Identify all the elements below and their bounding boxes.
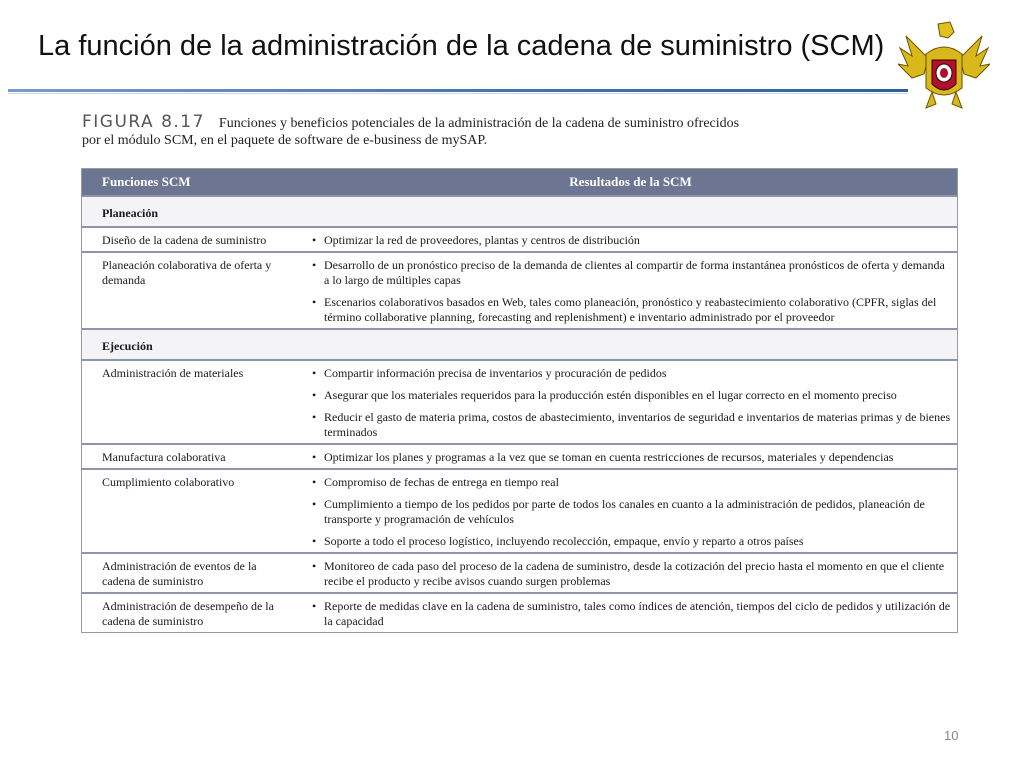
header-results: Resultados de la SCM bbox=[292, 169, 958, 197]
result-item: Compromiso de fechas de entrega en tiempo real bbox=[324, 475, 559, 489]
figure-caption bbox=[82, 114, 962, 149]
results-cell: • Reporte de medidas clave en la cadena de suministro, tales como índices de atención, tiempos del ciclo de pedidos y utilización de la capacidad bbox=[292, 593, 958, 633]
result-item: Reducir el gasto de materia prima, costos de abastecimiento, inventarios de seguridad e inventarios de materias primas y de bienes terminados bbox=[324, 410, 951, 439]
function-cell: Administración de materiales bbox=[82, 360, 293, 444]
result-item: Optimizar la red de proveedores, plantas y centros de distribución bbox=[324, 233, 640, 247]
result-item: Optimizar los planes y programas a la vez que se toman en cuenta restricciones de recursos, materiales y dependencias bbox=[324, 450, 894, 464]
figure-label: FIGURA 8.17 bbox=[82, 112, 205, 132]
table-row bbox=[82, 252, 958, 329]
table-row bbox=[82, 593, 958, 633]
table-row bbox=[82, 469, 958, 553]
scm-table bbox=[81, 168, 958, 633]
result-item: Cumplimiento a tiempo de los pedidos por parte de todos los canales en cuanto a la administración de pedidos, planeación de transporte y programación de vehículos bbox=[324, 497, 925, 526]
function-cell: Diseño de la cadena de suministro bbox=[82, 227, 293, 252]
header-functions: Funciones SCM bbox=[82, 169, 293, 197]
results-cell: • Compromiso de fechas de entrega en tiempo real • Cumplimiento a tiempo de los pedidos por parte de todos los canales en cuanto a la administración de pedidos, planeación de transporte y programación de vehículos • Soporte a todo el proceso logístico, incluyendo recolección, empaque, envío y reparto a otros países bbox=[292, 469, 958, 553]
result-item: Soporte a todo el proceso logístico, incluyendo recolección, empaque, envío y reparto a otros países bbox=[324, 534, 804, 548]
table-row bbox=[82, 227, 958, 252]
caption-line-1: Funciones y beneficios potenciales de la administración de la cadena de suministro ofrecidos bbox=[218, 116, 740, 131]
griffin-crest-icon bbox=[898, 18, 990, 112]
section-title: Ejecución bbox=[82, 329, 958, 360]
function-cell: Cumplimiento colaborativo bbox=[82, 469, 293, 553]
results-cell: • Optimizar la red de proveedores, plantas y centros de distribución bbox=[292, 227, 958, 252]
function-cell: Administración de eventos de la cadena de suministro bbox=[82, 553, 293, 593]
table-header-row bbox=[82, 169, 958, 197]
title-divider-thin bbox=[8, 93, 908, 94]
table-row bbox=[82, 360, 958, 444]
section-title: Planeación bbox=[82, 196, 958, 227]
results-cell: • Monitoreo de cada paso del proceso de la cadena de suministro, desde la cotización del precio hasta el momento en que el cliente recibe el producto y recibe avisos cuando surgen problemas bbox=[292, 553, 958, 593]
function-cell: Administración de desempeño de la cadena de suministro bbox=[82, 593, 293, 633]
result-item: Monitoreo de cada paso del proceso de la cadena de suministro, desde la cotización del precio hasta el momento en que el cliente recibe el producto y recibe avisos cuando surgen problemas bbox=[324, 559, 945, 588]
section-row-planning bbox=[82, 196, 958, 227]
table-row bbox=[82, 444, 958, 469]
results-cell: • Compartir información precisa de inventarios y procuración de pedidos • Asegurar que los materiales requeridos para la producción estén disponibles en el lugar correcto en el momento preciso • Reducir el gasto de materia prima, costos de abastecimiento, inventarios de seguridad e inventarios de materias primas y de bienes terminados bbox=[292, 360, 958, 444]
slide-title: La función de la administración de la cadena de suministro (SCM) bbox=[38, 30, 885, 62]
caption-line-2: por el módulo SCM, en el paquete de software de e-business de mySAP. bbox=[82, 133, 488, 148]
title-divider bbox=[8, 89, 908, 92]
page-number: 10 bbox=[944, 728, 959, 743]
function-cell: Planeación colaborativa de oferta y demanda bbox=[82, 252, 293, 329]
function-cell: Manufactura colaborativa bbox=[82, 444, 293, 469]
result-item: Desarrollo de un pronóstico preciso de la demanda de clientes al compartir de forma instantánea pronósticos de oferta y demanda a lo largo de múltiples capas bbox=[324, 258, 945, 287]
result-item: Reporte de medidas clave en la cadena de suministro, tales como índices de atención, tiempos del ciclo de pedidos y utilización de la capacidad bbox=[324, 599, 951, 628]
results-cell: • Optimizar los planes y programas a la vez que se toman en cuenta restricciones de recursos, materiales y dependencias bbox=[292, 444, 958, 469]
section-row-execution bbox=[82, 329, 958, 360]
results-cell: • Desarrollo de un pronóstico preciso de la demanda de clientes al compartir de forma instantánea pronósticos de oferta y demanda a lo largo de múltiples capas • Escenarios colaborativos basados en Web, tales como planeación, pronóstico y reabastecimiento colaborativo (CPFR, siglas del término collaborative planning, forecasting and replenishment) e inventario administrado por el proveedor bbox=[292, 252, 958, 329]
table-row bbox=[82, 553, 958, 593]
result-item: Compartir información precisa de inventarios y procuración de pedidos bbox=[324, 366, 667, 380]
result-item: Escenarios colaborativos basados en Web, tales como planeación, pronóstico y reabastecimiento colaborativo (CPFR, siglas del término collaborative planning, forecasting and replenishment) e inventario administrado por el proveedor bbox=[324, 295, 937, 324]
result-item: Asegurar que los materiales requeridos para la producción estén disponibles en el lugar correcto en el momento preciso bbox=[324, 388, 897, 402]
